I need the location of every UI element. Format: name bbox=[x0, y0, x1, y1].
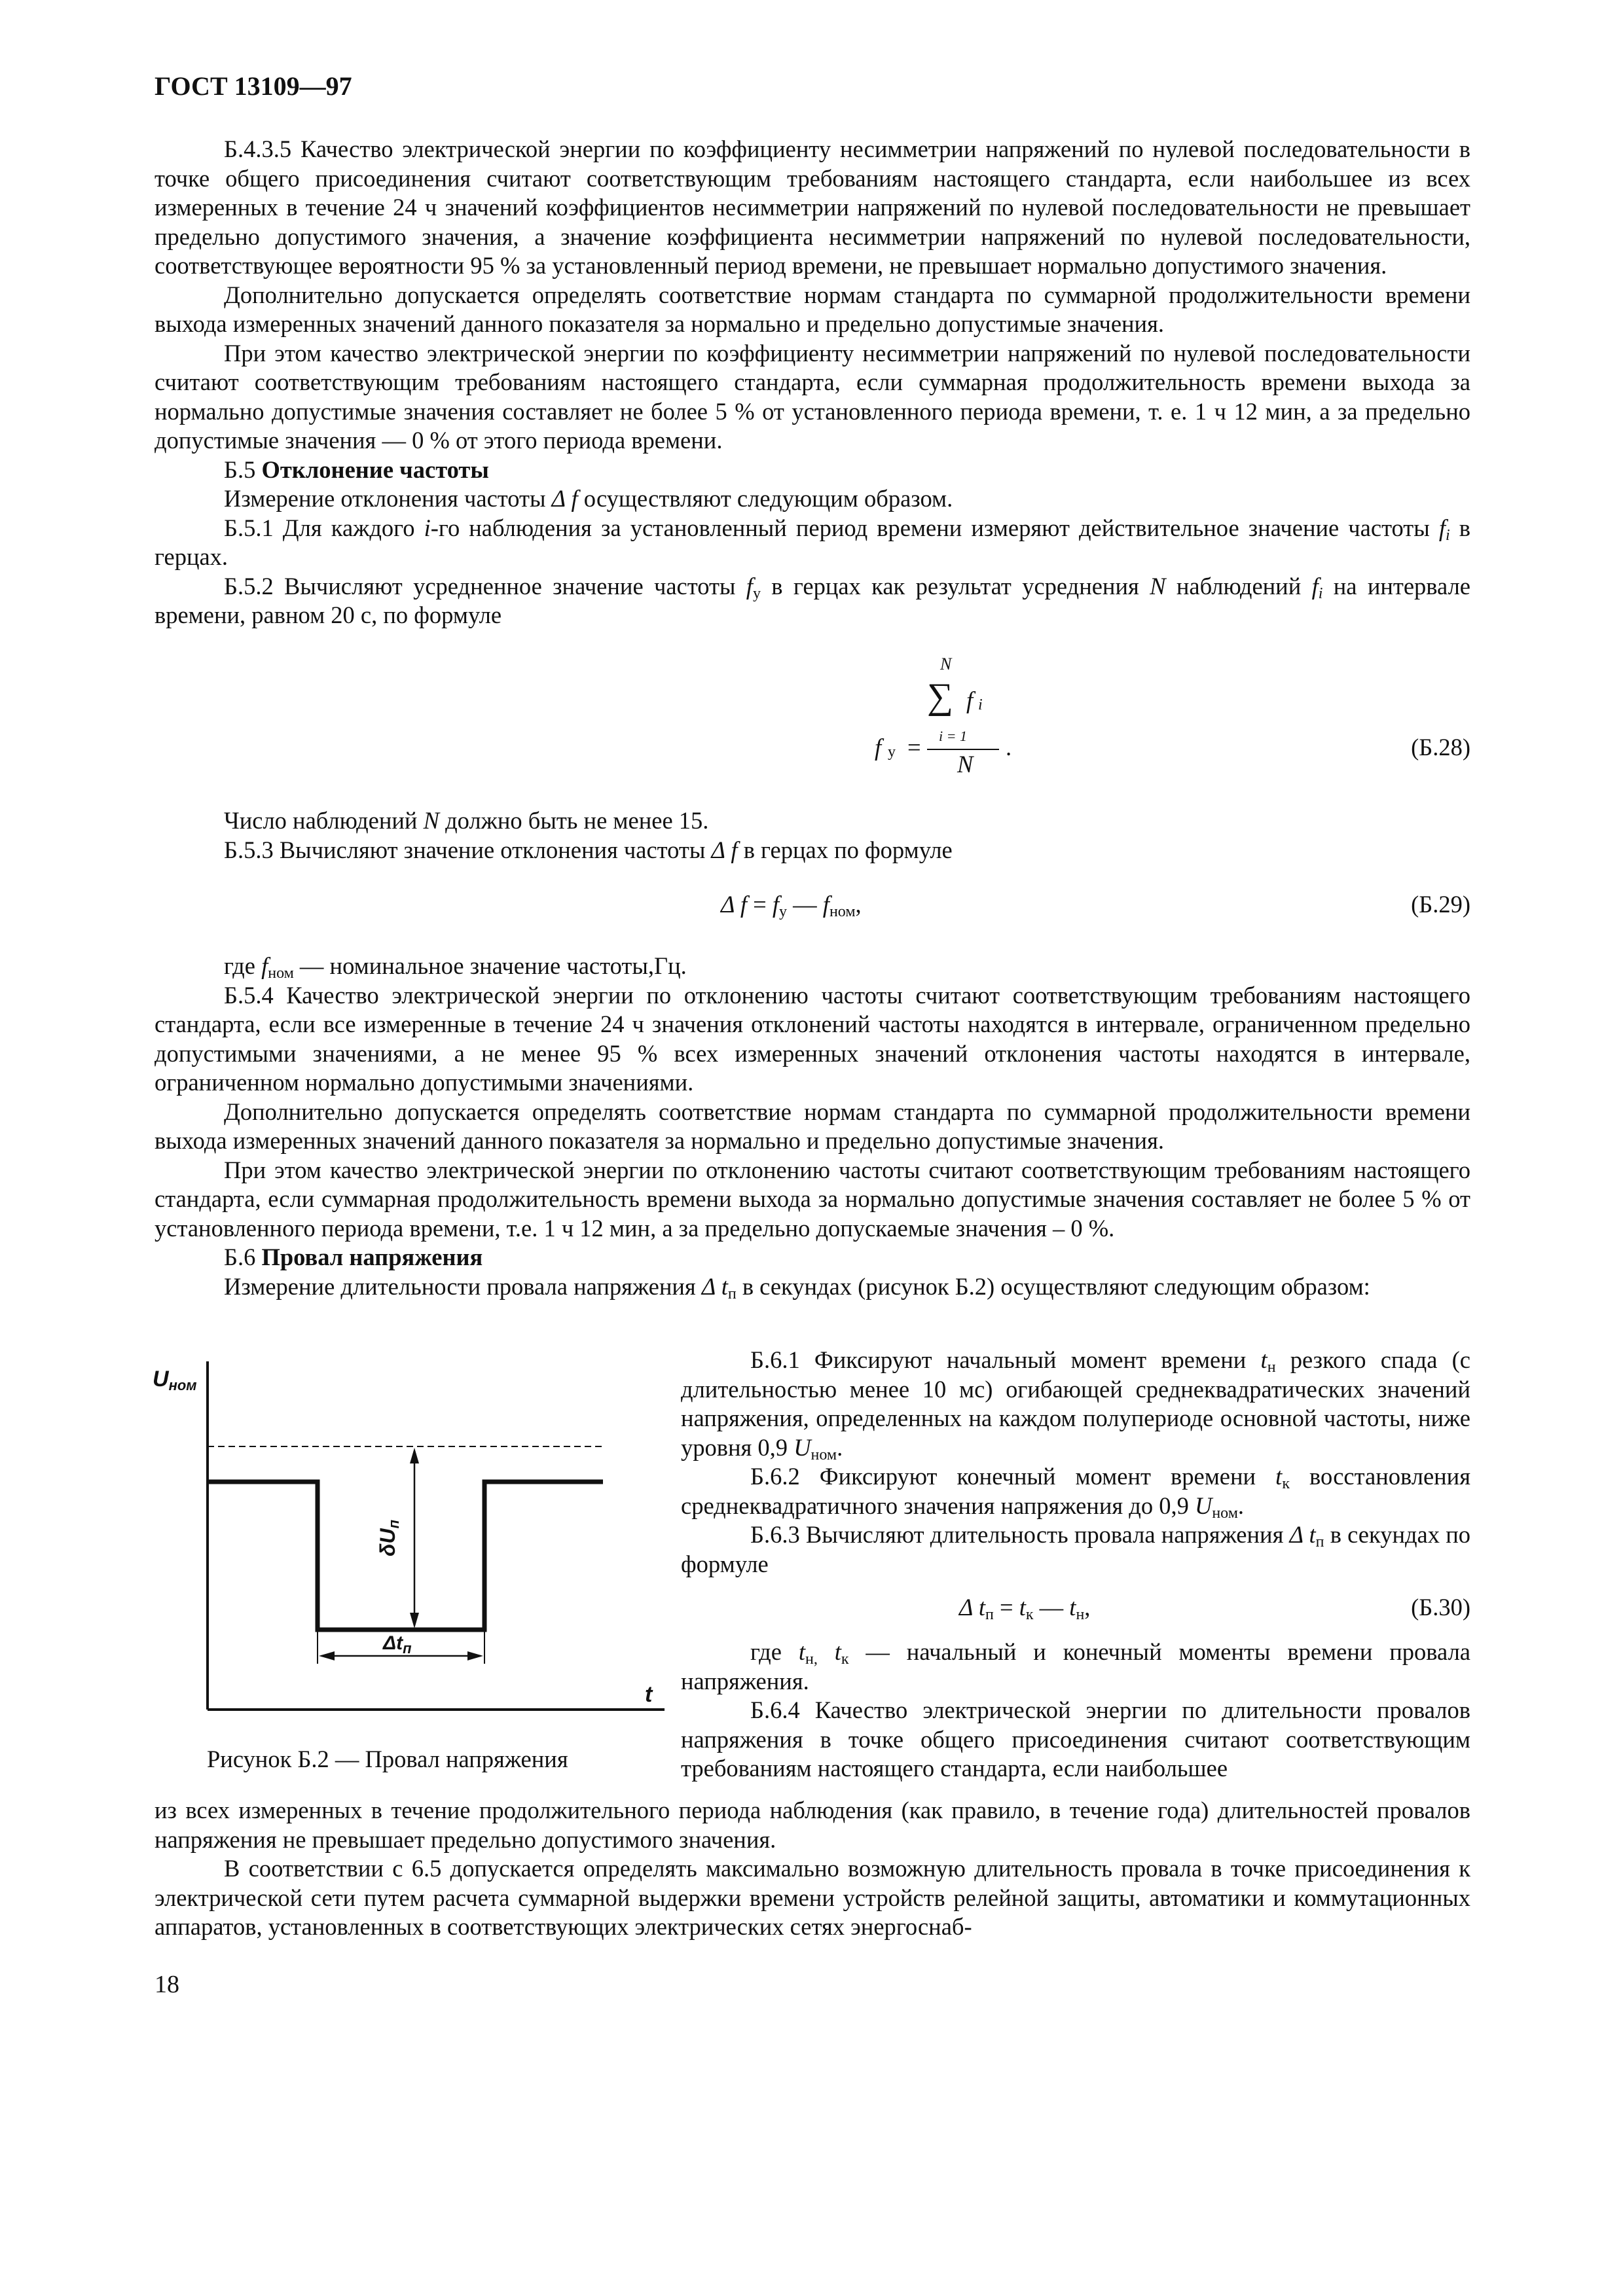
paragraph-65: В соответствии с 6.5 допускается определять максимально возможную длительность провала в точке присоединения к электрической сети путем расчета суммарной выдержки времени устройств релейной защиты, автоматики и коммутационных аппаратов, установленных в соответствующих электрических сетях энергоснаб- bbox=[155, 1855, 1470, 1940]
figure-caption: Рисунок Б.2 — Провал напряжения bbox=[207, 1746, 568, 1772]
duration-arrow-head-right bbox=[467, 1651, 483, 1660]
text-block-middle-1 bbox=[155, 806, 1470, 865]
page-number: 18 bbox=[155, 1971, 179, 1998]
section-b5-title: Отклонение частоты bbox=[261, 456, 489, 483]
paragraph-b52: Б.5.2 Вычисляют усредненное значение частоты $f_у$ в герцах как результат усреднения N наблюдений $f_i$ на интервале времени, равном 20 с, по формуле bbox=[155, 572, 1470, 628]
paragraph-b6-intro: Измерение длительности провала напряжения Δ $t_п$ в секундах (рисунок Б.2) осуществляют следующим образом: bbox=[224, 1272, 1370, 1302]
formula-b30: Δ $t_п = t_к$ — $t_н$, (Б.30) bbox=[959, 1594, 1470, 1623]
paragraph-b435: Б.4.3.5 Качество электрической энергии по коэффициенту несимметрии напряжений по нулевой последовательности в точке общего присоединения считают соответствующим требованиям настоящего стандарта, если наибольшее из всех измеренных в течение 24 ч значений коэффициентов несимметрии напряжений по нулевой последовательности не превышает предельно допустимого значения, а значение коэффициента несимметрии напряжений по нулевой последовательности, соответствующее вероятности 95 % за установленный период времени, не превышает нормально допустимого значения. bbox=[155, 135, 1470, 279]
depth-arrow-head-top bbox=[410, 1448, 419, 1463]
formula-b29: Δ $f = f_у$ — $f_{ном}$, (Б.29) bbox=[721, 891, 1470, 920]
paragraph-b54: Б.5.4 Качество электрической энергии по отклонению частоты считают соответствующим требованиям настоящего стандарта, если все измеренные в течение 24 ч значения отклонений частоты находятся в интервале, ограниченном предельно допустимыми значениями, а не менее 95 % всех измеренных значений отклонения частоты находятся в интервале, ограниченном нормально допустимыми значениями. bbox=[155, 981, 1470, 1096]
paragraph-where-29: где $f_{ном}$ — номинальное значение частоты,Гц. bbox=[224, 952, 687, 982]
document-header: ГОСТ 13109—97 bbox=[155, 71, 352, 101]
paragraph-b64-continued: из всех измеренных в течение продолжительного периода наблюдения (как правило, в течение года) длительностей провалов напряжения не превышает предельно допустимого значения. bbox=[155, 1797, 1470, 1853]
duration-arrow-head-left bbox=[319, 1651, 335, 1660]
depth-arrow-head-bottom bbox=[410, 1613, 419, 1628]
paragraph-b53: Б.5.3 Вычисляют значение отклонения частоты Δ f в герцах по формуле bbox=[224, 836, 953, 863]
paragraph-additional-1: Дополнительно допускается определять соответствие нормам стандарта по суммарной продолжительности времени выхода измеренных значений данного показателя за нормально и предельно допустимые значения. bbox=[155, 281, 1470, 337]
paragraph-also-2: При этом качество электрической энергии по отклонению частоты считают соответствующим требованиям настоящего стандарта, если суммарная продолжительность времени выхода за нормально допустимые значения составляет не более 5 % от установленного периода времени, т.е. 1 ч 12 мин, а за предельно допускаемые значения – 0 %. bbox=[155, 1156, 1470, 1242]
voltage-dip-diagram bbox=[147, 1348, 665, 1728]
paragraph-b5-intro: Измерение отклонения частоты Δ f осуществляют следующим образом. bbox=[224, 485, 953, 512]
formula-b28: N ∑ f i i = 1 f у = N . (Б.28) bbox=[875, 655, 1470, 778]
paragraph-additional-2: Дополнительно допускается определять соответствие нормам стандарта по суммарной продолжительности времени выхода измеренных значений данного показателя за нормально и предельно допустимые значения. bbox=[155, 1098, 1470, 1154]
depth-label: δUп bbox=[376, 1519, 402, 1556]
section-b5-heading: Б.5 Отклонение частоты bbox=[224, 456, 489, 483]
paragraph-b63: Б.6.3 Вычисляют длительность провала напряжения Δ $t_п$ в секундах по формуле bbox=[681, 1521, 1470, 1577]
paragraph-n-note: Число наблюдений N должно быть не менее 15. bbox=[224, 807, 709, 834]
text-block-middle-2 bbox=[155, 952, 1470, 1301]
text-column-right bbox=[681, 1346, 1470, 1784]
text-block-bottom bbox=[155, 1796, 1470, 1942]
y-axis-label: Uном bbox=[153, 1367, 197, 1393]
section-b6-heading: Б.6 Провал напряжения bbox=[224, 1244, 483, 1270]
paragraph-where-30: где $t_{н,}$ $t_к$ — начальный и конечный моменты времени провала напряжения. bbox=[681, 1638, 1470, 1695]
voltage-envelope bbox=[208, 1482, 603, 1630]
x-axis-label: t bbox=[645, 1682, 653, 1707]
figure-voltage-dip bbox=[147, 1348, 665, 1728]
equation-number-b30: (Б.30) bbox=[1411, 1594, 1470, 1621]
duration-label: $\Delta t_п$ bbox=[383, 1632, 412, 1657]
section-b6-title: Провал напряжения bbox=[261, 1244, 483, 1270]
text-block-top bbox=[155, 135, 1470, 630]
paragraph-b61: Б.6.1 Фиксируют начальный момент времени $t_н$ резкого спада (с длительностью менее 10 мс) огибающей среднеквадратических значений напряжения, определенных на каждом полупериоде основной частоты, ниже уровня 0,9 $U_{ном}$. bbox=[681, 1346, 1470, 1463]
paragraph-b62: Б.6.2 Фиксируют конечный момент времени $t_к$ восстановления среднеквадратичного значения напряжения до 0,9 $U_{ном}$. bbox=[681, 1463, 1471, 1522]
equation-number-b28: (Б.28) bbox=[1411, 734, 1470, 761]
paragraph-also-1: При этом качество электрической энергии по коэффициенту несимметрии напряжений по нулевой последовательности считают соответствующим требованиям настоящего стандарта, если суммарная продолжительность времени выхода за нормально допустимые значения составляет не более 5 % от установленного периода времени, т. е. 1 ч 12 мин, а за предельно допустимые значения — 0 % от этого периода времени. bbox=[155, 339, 1470, 454]
equation-number-b29: (Б.29) bbox=[1411, 891, 1470, 918]
paragraph-b51: Б.5.1 Для каждого i-го наблюдения за установленный период времени измеряют действительное значение частоты $f_i$ в герцах. bbox=[155, 514, 1470, 570]
paragraph-b64-start: Б.6.4 Качество электрической энергии по длительности провалов напряжения в точке общего присоединения считают соответствующим требованиям настоящего стандарта, если наибольшее bbox=[681, 1696, 1470, 1782]
